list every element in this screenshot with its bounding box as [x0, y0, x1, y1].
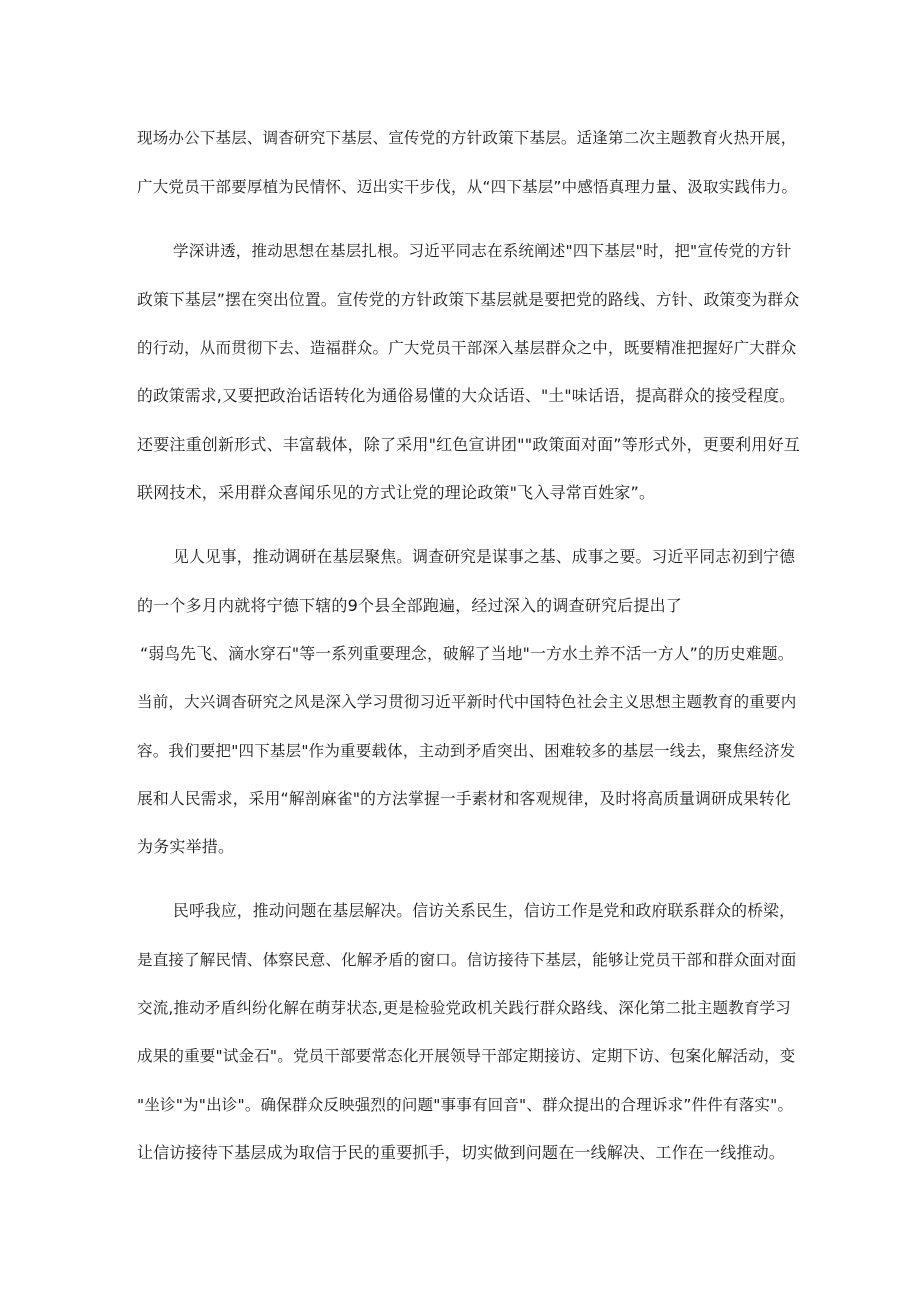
- paragraph-3-line-6: 展和人民需求，采用“解剖麻雀"的方法掌握一手素材和客观规律，及时将高质量调研成果转化: [137, 789, 791, 808]
- paragraph-4-line-1: 民呼我应，推动问题在基层解决。信访关系民生，信访工作是党和政府联系群众的桥梁，: [173, 901, 796, 920]
- paragraph-3-line-7: 为务实举措。: [137, 837, 235, 856]
- paragraph-3-line-2: 的一个多月内就将宁德下辖的9个县全部跑遍，经过深入的调查研究后提出了: [137, 596, 682, 615]
- paragraph-1-line-2: 广大党员干部要厚植为民情怀、迈出实干步伐，从“四下基层”中感悟真理力量、汲取实践伟力。: [137, 178, 798, 196]
- paragraph-3-line-5: 容。我们要把"四下基层"作为重要载体，主动到矛盾突出、困难较多的基层一线去，聚焦经济发: [137, 742, 796, 760]
- paragraph-2-line-3: 的行动，从而贯彻下去、造福群众。广大党员干部深入基层群众之中，既要精准把握好广大群众: [137, 339, 797, 357]
- paragraph-4-line-4: 成果的重要"试金石"。党员干部要常态化开展领导干部定期接访、定期下访、包案化解活动，变: [137, 1047, 796, 1065]
- paragraph-3-line-4: 当前，大兴调杳研究之风是深入学习贯彻习近平新时代中国特色社会主义思想主题教育的重要内: [137, 693, 797, 711]
- paragraph-4-line-5: "坐诊"为"出诊"。确保群众反映强烈的问题"事事有回音"、群众提出的合理诉求”件件有落实"。: [137, 1096, 794, 1114]
- paragraph-2-line-4: 的政策需求,又要把政治话语转化为通俗易懂的大众话语、"土"味话语，提高群众的接受程度。: [137, 386, 796, 405]
- paragraph-2-line-2: 政策下基层”摆在突出位置。宣传党的方针政策下基层就是要把党的路线、方针、政策变为群众: [137, 290, 800, 309]
- paragraph-3-line-1: 见人见事，推动调研在基层聚焦。调查研究是谋事之基、成事之要。习近平同志初到宁德: [173, 547, 796, 566]
- paragraph-2-line-1: 学深讲透，推动思想在基层扎根。习近平同志在系统阐述"四下基层"时，把"宣传党的方针: [173, 242, 792, 260]
- paragraph-2-line-5: 还要注重创新形式、丰富载体，除了采用"红色宣讲团""政策面对面”等形式外，更要利用好互: [137, 435, 800, 454]
- paragraph-4-line-2: 是直接了解民情、体察民意、化解矛盾的窗口。信访接待下基层，能够让党员干部和群众面对面: [137, 951, 797, 969]
- paragraph-4-line-3: 交流,推动矛盾纠纷化解在萌芽状态,更是检验党政机关践行群众路线、深化第二批主题教育学习: [137, 999, 791, 1017]
- paragraph-4-line-6: 让信访接待下基层成为取信于民的重要抓手，切实做到问题在一线解决、工作在一线推动。: [137, 1143, 786, 1162]
- paragraph-3-line-3: “弱鸟先飞、滴水穿石"等一系列重要理念，破解了当地"一方水土养不活一方人”的历史难题。: [140, 644, 794, 663]
- paragraph-1-line-1: 现场办公下基层、调杳研究下基层、宣传党的方针政策下基层。适逢第二次主题教育火热开展，: [137, 129, 797, 147]
- paragraph-2-line-6: 联网技术，采用群众喜闻乐见的方式让党的理论政策"飞入寻常百姓家”。: [137, 483, 656, 502]
